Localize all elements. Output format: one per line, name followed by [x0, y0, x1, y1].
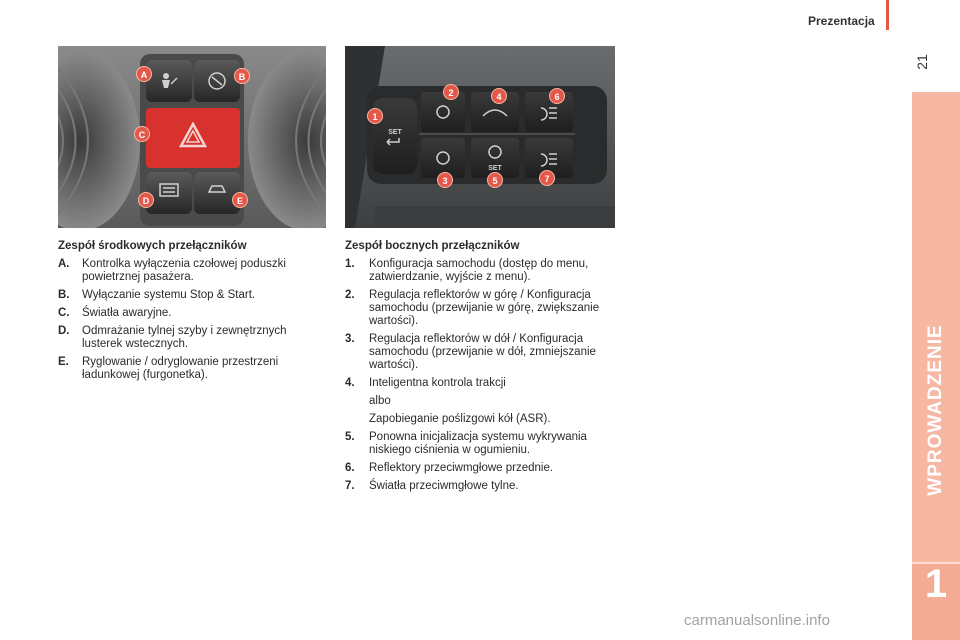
set-label-left: SET [388, 129, 402, 136]
list-item [58, 258, 320, 284]
page-number: 21 [914, 54, 930, 70]
list-item [58, 325, 320, 351]
list-item [58, 307, 320, 320]
callout-side-1: 1 [367, 108, 383, 124]
item-text: Światła przeciwmgłowe tylne. [369, 480, 519, 492]
side-switches-heading: Zespół bocznych przełączników [345, 240, 520, 252]
item-key: D. [58, 325, 70, 337]
callout-side-6: 6 [549, 88, 565, 104]
watermark: carmanualsonline.info [684, 612, 830, 629]
callout-side-2: 2 [443, 84, 459, 100]
callout-side-7: 7 [539, 170, 555, 186]
headlamp-up-button [421, 92, 465, 132]
center-switch-panel-photo [58, 46, 326, 228]
callout-center-c: C [134, 126, 150, 142]
item-text: Światła awaryjne. [82, 307, 172, 319]
callout-center-e: E [232, 192, 248, 208]
page-header-title: Prezentacja [808, 14, 875, 28]
item-key: 7. [345, 480, 355, 492]
list-item [58, 356, 320, 382]
item-key: 6. [345, 462, 355, 474]
list-item [345, 258, 617, 284]
side-switch-panel-photo [345, 46, 615, 228]
defrost-button [146, 172, 192, 214]
item-text: Ryglowanie / odryglowanie przestrzeni ładunkowej (furgonetka). [82, 356, 279, 381]
item-key: 3. [345, 333, 355, 345]
chapter-title [912, 260, 960, 560]
callout-center-b: B [234, 68, 250, 84]
callout-side-4: 4 [491, 88, 507, 104]
callout-center-a: A [136, 66, 152, 82]
set-label-bottom: SET [488, 165, 502, 172]
list-item [345, 377, 617, 390]
center-switches-heading: Zespół środkowych przełączników [58, 240, 247, 252]
item-key: 5. [345, 431, 355, 443]
center-switch-panel-illustration [58, 46, 326, 228]
item-4-or: albo [369, 395, 391, 407]
callout-side-5: 5 [487, 172, 503, 188]
item-key: 2. [345, 289, 355, 301]
item-text: Inteligentna kontrola trakcji [369, 377, 506, 389]
cargo-lock-button [194, 172, 240, 214]
side-switches-section [345, 240, 617, 498]
header-accent-rule [886, 0, 889, 30]
hazard-button [146, 108, 240, 168]
item-key: 1. [345, 258, 355, 270]
list-item [58, 289, 320, 302]
item-key: 4. [345, 377, 355, 389]
item-key: C. [58, 307, 70, 319]
callout-side-3: 3 [437, 172, 453, 188]
item-text: Regulacja reflektorów w górę / Konfiguracja samochodu (przewijanie w górę, zwiększanie wartości). [369, 289, 600, 327]
item-text: Regulacja reflektorów w dół / Konfiguracja samochodu (przewijanie w dół, zmniejszanie wartości). [369, 333, 596, 371]
chapter-number: 1 [924, 562, 948, 606]
callout-center-d: D [138, 192, 154, 208]
list-item [345, 289, 617, 328]
item-key: B. [58, 289, 70, 301]
list-item [345, 480, 617, 493]
item-key: E. [58, 356, 69, 368]
item-text: Odmrażanie tylnej szyby i zewnętrznych lusterek wstecznych. [82, 325, 287, 350]
item-text: Reflektory przeciwmgłowe przednie. [369, 462, 554, 474]
list-item [345, 333, 617, 372]
item-key: A. [58, 258, 70, 270]
item-text: Ponowna inicjalizacja systemu wykrywania niskiego ciśnienia w ogumieniu. [369, 431, 587, 456]
item-text: Wyłączanie systemu Stop & Start. [82, 289, 256, 301]
item-text: Kontrolka wyłączenia czołowej poduszki powietrznej pasażera. [82, 258, 286, 283]
item-4-alternative: Zapobieganie poślizgowi kół (ASR). [369, 413, 551, 425]
center-switches-section [58, 240, 320, 387]
side-switch-panel-illustration [345, 46, 615, 228]
list-item [345, 431, 617, 457]
list-item [345, 462, 617, 475]
chapter-title-text: WPROWADZENIE [925, 324, 946, 496]
item-text: Konfiguracja samochodu (dostęp do menu, zatwierdzanie, wyjście z menu). [369, 258, 589, 283]
